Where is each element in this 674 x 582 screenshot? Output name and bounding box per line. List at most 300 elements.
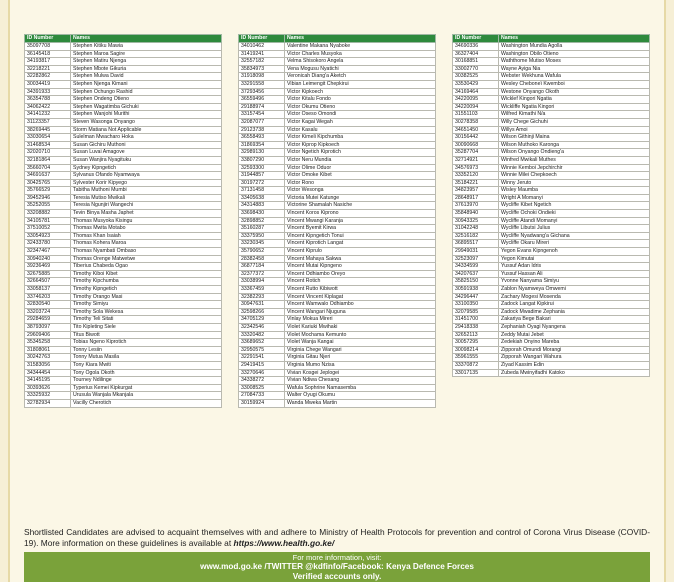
candidate-name-cell: Victorine Shamalah Nasiche bbox=[285, 202, 436, 210]
candidate-name-cell: Tevin Binya Masha Japhet bbox=[71, 210, 222, 218]
table-row bbox=[453, 210, 650, 218]
id-number-cell: 30943325 bbox=[453, 217, 499, 225]
candidate-name-cell: Virginia Gitau Njeri bbox=[285, 354, 436, 362]
banner-line-verified: Verified accounts only. bbox=[292, 572, 382, 581]
candidate-name-cell: Wilson Onyango Ondieng'a bbox=[499, 149, 650, 157]
id-number-cell: 32598266 bbox=[239, 308, 285, 316]
candidate-name-cell: Washington Mundia Agolla bbox=[499, 43, 650, 51]
candidate-name-cell: Waththome Mutiso Moses bbox=[499, 58, 650, 66]
table-row bbox=[25, 80, 222, 88]
id-number-cell: 33058137 bbox=[25, 286, 71, 294]
candidate-name-cell: Wickliffe Ngatia Kingori bbox=[499, 103, 650, 111]
id-number-cell: 36559496 bbox=[239, 96, 285, 104]
candidate-name-cell: Valentine Makana Nyaboke bbox=[285, 43, 436, 51]
candidate-name-cell: Vincent Kiprotich Langat bbox=[285, 240, 436, 248]
candidate-tables bbox=[24, 34, 652, 524]
candidate-name-cell: Vincent Mahaya Sakwa bbox=[285, 255, 436, 263]
id-number-cell: 38269445 bbox=[25, 126, 71, 134]
id-number-cell: 35345258 bbox=[25, 339, 71, 347]
table-row bbox=[25, 202, 222, 210]
table-row bbox=[239, 126, 436, 134]
id-number-cell: 32714921 bbox=[453, 156, 499, 164]
id-number-cell: 31808061 bbox=[25, 346, 71, 354]
table-row bbox=[25, 43, 222, 51]
id-number-cell: 35834973 bbox=[239, 65, 285, 73]
table-row bbox=[453, 240, 650, 248]
candidate-name-cell: Vena Mogusu Nyatichi bbox=[285, 65, 436, 73]
table-row bbox=[239, 361, 436, 369]
table-row bbox=[25, 134, 222, 142]
candidate-name-cell: Yussuf Hassan Ali bbox=[499, 270, 650, 278]
id-number-cell: 34690336 bbox=[453, 43, 499, 51]
id-number-cell: 31551103 bbox=[453, 111, 499, 119]
candidate-name-cell: Vincent Koros Kiprono bbox=[285, 210, 436, 218]
id-number-cell: 33008525 bbox=[239, 384, 285, 392]
candidate-name-cell: Wilfred Kimathi N/a bbox=[499, 111, 650, 119]
candidate-name-cell: Wycliffe Ochoki Ondieki bbox=[499, 210, 650, 218]
candidate-name-cell: Wilson Githinji Maina bbox=[499, 134, 650, 142]
candidate-name-cell: Winnie Milei Chepkoech bbox=[499, 172, 650, 180]
candidate-name-cell: Victor Omoke Kibet bbox=[285, 172, 436, 180]
table-row bbox=[25, 339, 222, 347]
candidate-name-cell: Velma Shisokoro Angela bbox=[285, 58, 436, 66]
candidate-name-cell: Thomas Musyoka Kisingu bbox=[71, 217, 222, 225]
candidate-name-cell: Yegon Kimutai bbox=[499, 255, 650, 263]
table-row bbox=[239, 141, 436, 149]
id-number-cell: 32291541 bbox=[239, 354, 285, 362]
candidate-name-cell: Yvonne Nanyama Simiyu bbox=[499, 278, 650, 286]
table-row bbox=[25, 323, 222, 331]
id-number-cell: 35825150 bbox=[453, 278, 499, 286]
table-row bbox=[25, 308, 222, 316]
id-number-cell: 32782934 bbox=[25, 399, 71, 407]
id-number-cell: 30156442 bbox=[453, 134, 499, 142]
candidate-name-cell: Typerius Kemei Kipkurgat bbox=[71, 384, 222, 392]
candidate-name-cell: Timothy Kipngetich bbox=[71, 286, 222, 294]
table-row bbox=[239, 399, 436, 407]
id-number-cell: 33030654 bbox=[25, 134, 71, 142]
id-number-cell: 36895517 bbox=[453, 240, 499, 248]
table-row bbox=[453, 339, 650, 347]
candidate-name-cell: Willy Chege Gichuhi bbox=[499, 118, 650, 126]
id-number-cell: 36327404 bbox=[453, 50, 499, 58]
id-number-cell: 34169464 bbox=[453, 88, 499, 96]
id-number-cell: 31869354 bbox=[239, 141, 285, 149]
table-row bbox=[239, 354, 436, 362]
table-row bbox=[239, 301, 436, 309]
candidate-name-cell: Urusula Wanjala Mkanjala bbox=[71, 392, 222, 400]
id-number-cell: 33203724 bbox=[25, 308, 71, 316]
candidate-name-cell: Zeddy Mutai Jebet bbox=[499, 331, 650, 339]
table-row bbox=[25, 156, 222, 164]
table-row bbox=[239, 58, 436, 66]
candidate-table-3 bbox=[452, 34, 650, 377]
id-number-cell: 34576973 bbox=[453, 164, 499, 172]
health-link[interactable]: https://www.health.go.ke/ bbox=[233, 538, 335, 548]
candidate-name-cell: Vincent Mwangi Karanja bbox=[285, 217, 436, 225]
candidate-name-cell: Tonny Lesiin bbox=[71, 346, 222, 354]
table-row bbox=[25, 293, 222, 301]
id-number-cell: 34220094 bbox=[453, 103, 499, 111]
candidate-name-cell: Victor Kiprop Kipkoech bbox=[285, 141, 436, 149]
table-row bbox=[239, 73, 436, 81]
candidate-name-cell: Vincent Odhiambo Oreyo bbox=[285, 270, 436, 278]
table-row bbox=[453, 308, 650, 316]
candidate-name-cell: Tito Kipleting Siele bbox=[71, 323, 222, 331]
table-row bbox=[453, 248, 650, 256]
candidate-name-cell: Wisley Maumba bbox=[499, 187, 650, 195]
id-number-cell: 31123357 bbox=[25, 118, 71, 126]
candidate-name-cell: Willys Amoi bbox=[499, 126, 650, 134]
id-number-cell: 31944857 bbox=[239, 172, 285, 180]
candidate-name-cell: Sydney Kipngetich bbox=[71, 164, 222, 172]
id-number-cell: 34338272 bbox=[239, 377, 285, 385]
table-row bbox=[453, 369, 650, 377]
candidate-name-cell: Winnie Kemboi Jepchirchir bbox=[499, 164, 650, 172]
candidate-name-cell: Storm Matiana Not Applicable bbox=[71, 126, 222, 134]
id-number-cell: 34193817 bbox=[25, 58, 71, 66]
table-row bbox=[239, 316, 436, 324]
candidate-name-cell: Yussuf Adan Idris bbox=[499, 263, 650, 271]
id-number-cell: 30197272 bbox=[239, 179, 285, 187]
table-row bbox=[239, 96, 436, 104]
id-number-cell: 28382458 bbox=[239, 255, 285, 263]
id-number-cell: 34141232 bbox=[25, 111, 71, 119]
candidate-name-cell: Timothy Sola Wekesa bbox=[71, 308, 222, 316]
table-row bbox=[25, 301, 222, 309]
candidate-name-cell: Susan Gichiru Muthoni bbox=[71, 141, 222, 149]
id-number-cell: 37293456 bbox=[239, 88, 285, 96]
id-number-cell: 33530429 bbox=[453, 80, 499, 88]
table-row bbox=[239, 164, 436, 172]
id-number-cell: 34334599 bbox=[453, 263, 499, 271]
id-number-cell: 33208882 bbox=[25, 210, 71, 218]
table-row bbox=[453, 65, 650, 73]
candidate-name-cell: Tony Kiara Mwiti bbox=[71, 361, 222, 369]
table-row bbox=[453, 202, 650, 210]
candidate-name-cell: Tobias Ngeno Kiprotich bbox=[71, 339, 222, 347]
table-row bbox=[25, 278, 222, 286]
id-number-cell: 32282862 bbox=[25, 73, 71, 81]
id-number-cell: 33157454 bbox=[239, 111, 285, 119]
candidate-name-cell: Thomas Kohera Maroa bbox=[71, 240, 222, 248]
candidate-name-cell: Wayne Ayiga Nia bbox=[499, 65, 650, 73]
candidate-name-cell: Zubeda Mwinyifadhi Katoko bbox=[499, 369, 650, 377]
candidate-name-cell: Victor Okumu Otieno bbox=[285, 103, 436, 111]
candidate-name-cell: Thomas Khan Isaiah bbox=[71, 232, 222, 240]
table-row bbox=[25, 141, 222, 149]
id-number-cell: 34705129 bbox=[239, 316, 285, 324]
table-row bbox=[25, 118, 222, 126]
id-number-cell: 32557182 bbox=[239, 58, 285, 66]
table-row bbox=[25, 331, 222, 339]
candidate-name-cell: Westone Onyango Okoth bbox=[499, 88, 650, 96]
candidate-name-cell: Wycliffe Atandi Momanyi bbox=[499, 217, 650, 225]
id-number-cell: 34220095 bbox=[453, 96, 499, 104]
id-number-cell: 30393626 bbox=[25, 384, 71, 392]
table-row bbox=[25, 270, 222, 278]
table-row bbox=[25, 50, 222, 58]
banner-line-visit: For more information, visit: bbox=[292, 553, 382, 562]
table-row bbox=[239, 255, 436, 263]
candidate-name-cell: Violet Wanja Kangai bbox=[285, 339, 436, 347]
id-number-cell: 33017135 bbox=[453, 369, 499, 377]
id-number-cell: 32079585 bbox=[453, 308, 499, 316]
candidate-name-cell: Wafula Sophrine Namasemba bbox=[285, 384, 436, 392]
column-header-name: Names bbox=[499, 35, 650, 43]
table-row bbox=[25, 377, 222, 385]
id-number-cell: 37510052 bbox=[25, 225, 71, 233]
table-row bbox=[453, 278, 650, 286]
candidate-name-cell: Victor Ngetich Kiprotich bbox=[285, 149, 436, 157]
candidate-name-cell: Zipporah Wangari Wahura bbox=[499, 354, 650, 362]
candidate-name-cell: Vivian Kosgei Jeplogei bbox=[285, 369, 436, 377]
id-number-cell: 34823957 bbox=[453, 187, 499, 195]
table-row bbox=[239, 384, 436, 392]
table-row bbox=[25, 217, 222, 225]
id-number-cell: 32377372 bbox=[239, 270, 285, 278]
candidate-name-cell: Tonny Mutua Masila bbox=[71, 354, 222, 362]
id-number-cell: 35097708 bbox=[25, 43, 71, 51]
notice-text: Shortlisted Candidates are advised to acquaint themselves with and adhere to Ministry of Health Protocols for prevention and control of Corona Virus Disease (COVID-19). More information on these guidelines is available at bbox=[24, 527, 650, 548]
table-row bbox=[239, 308, 436, 316]
id-number-cell: 33100350 bbox=[453, 301, 499, 309]
table-row bbox=[25, 172, 222, 180]
candidate-name-cell: Stephen Kitiku Mawia bbox=[71, 43, 222, 51]
id-number-cell: 34691637 bbox=[25, 172, 71, 180]
table-row bbox=[239, 103, 436, 111]
table-row bbox=[239, 134, 436, 142]
candidate-name-cell: Wesley Cheboneï Kwemboi bbox=[499, 80, 650, 88]
candidate-name-cell: Stephen Mbote Gikuria bbox=[71, 65, 222, 73]
id-number-cell: 30159924 bbox=[239, 399, 285, 407]
table-row bbox=[25, 88, 222, 96]
id-number-cell: 31583056 bbox=[25, 361, 71, 369]
id-number-cell: 37613970 bbox=[453, 202, 499, 210]
table-row bbox=[25, 149, 222, 157]
table-row bbox=[453, 255, 650, 263]
id-number-cell: 33807290 bbox=[239, 156, 285, 164]
table-row bbox=[453, 293, 650, 301]
candidate-name-cell: Veronicah Diang'a Aketch bbox=[285, 73, 436, 81]
candidate-name-cell: Steven Wasonga Onyango bbox=[71, 118, 222, 126]
banner-line-links[interactable]: www.mod.go.ke /TWITTER @kdfinfo/Facebook: Kenya Defence Forces bbox=[200, 562, 474, 571]
id-number-cell: 29188974 bbox=[239, 103, 285, 111]
candidate-name-cell: Yegon Evans Kipngenoh bbox=[499, 248, 650, 256]
table-row bbox=[25, 187, 222, 195]
id-number-cell: 33367459 bbox=[239, 286, 285, 294]
table-row bbox=[25, 392, 222, 400]
id-number-cell: 34105781 bbox=[25, 217, 71, 225]
candidate-name-cell: Timothy Orango Masi bbox=[71, 293, 222, 301]
id-number-cell: 35660704 bbox=[25, 164, 71, 172]
table-row bbox=[25, 194, 222, 202]
id-number-cell: 33054923 bbox=[25, 232, 71, 240]
candidate-name-cell: Victor Olime Oduor bbox=[285, 164, 436, 172]
candidate-name-cell: Timothy Teli Sitati bbox=[71, 316, 222, 324]
table-row bbox=[453, 164, 650, 172]
id-number-cell: 32652113 bbox=[453, 331, 499, 339]
candidate-name-cell: Victor Oseso Omondi bbox=[285, 111, 436, 119]
id-number-cell: 30168851 bbox=[453, 58, 499, 66]
id-number-cell: 33370872 bbox=[453, 361, 499, 369]
id-number-cell: 32830540 bbox=[25, 301, 71, 309]
id-number-cell: 37131458 bbox=[239, 187, 285, 195]
candidate-name-cell: Teresia Ngunjiri Wangechi bbox=[71, 202, 222, 210]
id-number-cell: 30057295 bbox=[453, 339, 499, 347]
id-number-cell: 32989130 bbox=[239, 149, 285, 157]
id-number-cell: 31918098 bbox=[239, 73, 285, 81]
table-row bbox=[239, 88, 436, 96]
table-row bbox=[453, 156, 650, 164]
table-row bbox=[453, 96, 650, 104]
table-row bbox=[453, 58, 650, 66]
id-number-cell: 33746203 bbox=[25, 293, 71, 301]
candidate-name-cell: Stephen Njenga Kimani bbox=[71, 80, 222, 88]
table-row bbox=[239, 149, 436, 157]
table-row bbox=[453, 225, 650, 233]
id-number-cell: 33270646 bbox=[239, 369, 285, 377]
table-row bbox=[453, 286, 650, 294]
candidate-name-cell: Zachary Mogesi Mosenda bbox=[499, 293, 650, 301]
table-row bbox=[453, 354, 650, 362]
candidate-name-cell: Vibian Leimengit Chepkirui bbox=[285, 80, 436, 88]
candidate-name-cell: Victor Kimeli Kipchumba bbox=[285, 134, 436, 142]
table-row bbox=[239, 202, 436, 210]
id-number-cell: 35790652 bbox=[239, 248, 285, 256]
id-number-cell: 33405638 bbox=[239, 194, 285, 202]
candidate-name-cell: Victor Kasalu bbox=[285, 126, 436, 134]
contact-banner bbox=[24, 552, 650, 582]
table-row bbox=[239, 111, 436, 119]
table-row bbox=[453, 187, 650, 195]
id-number-cell: 39236469 bbox=[25, 263, 71, 271]
candidate-name-cell: Violet Mochama Kemunto bbox=[285, 331, 436, 339]
id-number-cell: 31419241 bbox=[239, 50, 285, 58]
column-header-name: Names bbox=[71, 35, 222, 43]
table-row bbox=[453, 232, 650, 240]
id-number-cell: 32675885 bbox=[25, 270, 71, 278]
id-number-cell: 30940240 bbox=[25, 255, 71, 263]
table-row bbox=[25, 384, 222, 392]
candidate-name-cell: Timothy Kipchumba bbox=[71, 278, 222, 286]
candidate-name-cell: Victor Rono bbox=[285, 179, 436, 187]
table-row bbox=[25, 399, 222, 407]
table-row bbox=[453, 73, 650, 81]
candidate-name-cell: Wycliffe Libutsi Julius bbox=[499, 225, 650, 233]
table-row bbox=[239, 331, 436, 339]
candidate-name-cell: Stephen Mulwa David bbox=[71, 73, 222, 81]
id-number-cell: 31451700 bbox=[453, 316, 499, 324]
table-row bbox=[453, 179, 650, 187]
id-number-cell: 29419415 bbox=[239, 361, 285, 369]
id-number-cell: 32664507 bbox=[25, 278, 71, 286]
table-row bbox=[239, 80, 436, 88]
table-row bbox=[239, 217, 436, 225]
candidate-name-cell: Thomas Orenge Matwetwe bbox=[71, 255, 222, 263]
id-number-cell: 35961555 bbox=[453, 354, 499, 362]
id-number-cell: 35287704 bbox=[453, 149, 499, 157]
table-row bbox=[239, 339, 436, 347]
id-number-cell: 34344454 bbox=[25, 369, 71, 377]
table-row bbox=[239, 278, 436, 286]
table-row bbox=[25, 232, 222, 240]
candidate-name-cell: Tabitha Muthoni Mumbi bbox=[71, 187, 222, 195]
id-number-cell: 30098214 bbox=[453, 346, 499, 354]
candidate-name-cell: Vincent Wamwalo Odhiambo bbox=[285, 301, 436, 309]
table-row bbox=[239, 369, 436, 377]
candidate-name-cell: Tony Ogola Okoth bbox=[71, 369, 222, 377]
id-number-cell: 36558493 bbox=[239, 134, 285, 142]
id-number-cell: 33698430 bbox=[239, 210, 285, 218]
table-row bbox=[25, 111, 222, 119]
id-number-cell: 32433780 bbox=[25, 240, 71, 248]
table-row bbox=[239, 43, 436, 51]
table-row bbox=[25, 361, 222, 369]
candidate-name-cell: Victor Kipkoech bbox=[285, 88, 436, 96]
table-row bbox=[239, 118, 436, 126]
table-row bbox=[25, 240, 222, 248]
id-number-cell: 32342546 bbox=[239, 323, 285, 331]
table-row bbox=[453, 316, 650, 324]
candidate-name-cell: Victor Charles Musyoka bbox=[285, 50, 436, 58]
candidate-name-cell: Tiberius Chabeda Ogao bbox=[71, 263, 222, 271]
table-row bbox=[453, 263, 650, 271]
id-number-cell: 38793097 bbox=[25, 323, 71, 331]
id-number-cell: 32516182 bbox=[453, 232, 499, 240]
id-number-cell: 35184221 bbox=[453, 179, 499, 187]
id-number-cell: 30278358 bbox=[453, 118, 499, 126]
table-row bbox=[453, 141, 650, 149]
candidate-name-cell: Vincent Rotich bbox=[285, 278, 436, 286]
table-row bbox=[239, 194, 436, 202]
candidate-name-cell: Wicklef Kingori Ngatia bbox=[499, 96, 650, 104]
id-number-cell: 33325932 bbox=[25, 392, 71, 400]
candidate-name-cell: Timothy Simiyu bbox=[71, 301, 222, 309]
table-row bbox=[25, 369, 222, 377]
id-number-cell: 32898852 bbox=[239, 217, 285, 225]
candidate-name-cell: Wycliffe Okaru Mireri bbox=[499, 240, 650, 248]
candidate-name-cell: Vacilly Cherotich bbox=[71, 399, 222, 407]
id-number-cell: 34062422 bbox=[25, 103, 71, 111]
table-row bbox=[453, 118, 650, 126]
table-row bbox=[453, 361, 650, 369]
candidate-name-cell: Stephen Wanjohi Murithi bbox=[71, 111, 222, 119]
id-number-cell: 33320482 bbox=[239, 331, 285, 339]
candidate-name-cell: Teresia Mutiso Mwikali bbox=[71, 194, 222, 202]
id-number-cell: 35848940 bbox=[453, 210, 499, 218]
id-number-cell: 30591938 bbox=[453, 286, 499, 294]
candidate-name-cell: Winfred Mwikali Muthes bbox=[499, 156, 650, 164]
table-row bbox=[25, 164, 222, 172]
id-number-cell: 36145418 bbox=[25, 50, 71, 58]
table-row bbox=[453, 149, 650, 157]
id-number-cell: 28648917 bbox=[453, 194, 499, 202]
table-row bbox=[453, 217, 650, 225]
column-header-id: ID Number bbox=[25, 35, 71, 43]
candidate-name-cell: Washington Obilo Otieno bbox=[499, 50, 650, 58]
id-number-cell: 32218221 bbox=[25, 65, 71, 73]
table-row bbox=[25, 103, 222, 111]
table-row bbox=[239, 232, 436, 240]
id-number-cell: 31042248 bbox=[453, 225, 499, 233]
candidate-name-cell: Victoria Mutei Katunge bbox=[285, 194, 436, 202]
id-number-cell: 33002770 bbox=[453, 65, 499, 73]
id-number-cell: 32593300 bbox=[239, 164, 285, 172]
candidate-name-cell: Timothy Kiboi Kibet bbox=[71, 270, 222, 278]
table-row bbox=[25, 316, 222, 324]
id-number-cell: 30425765 bbox=[25, 179, 71, 187]
